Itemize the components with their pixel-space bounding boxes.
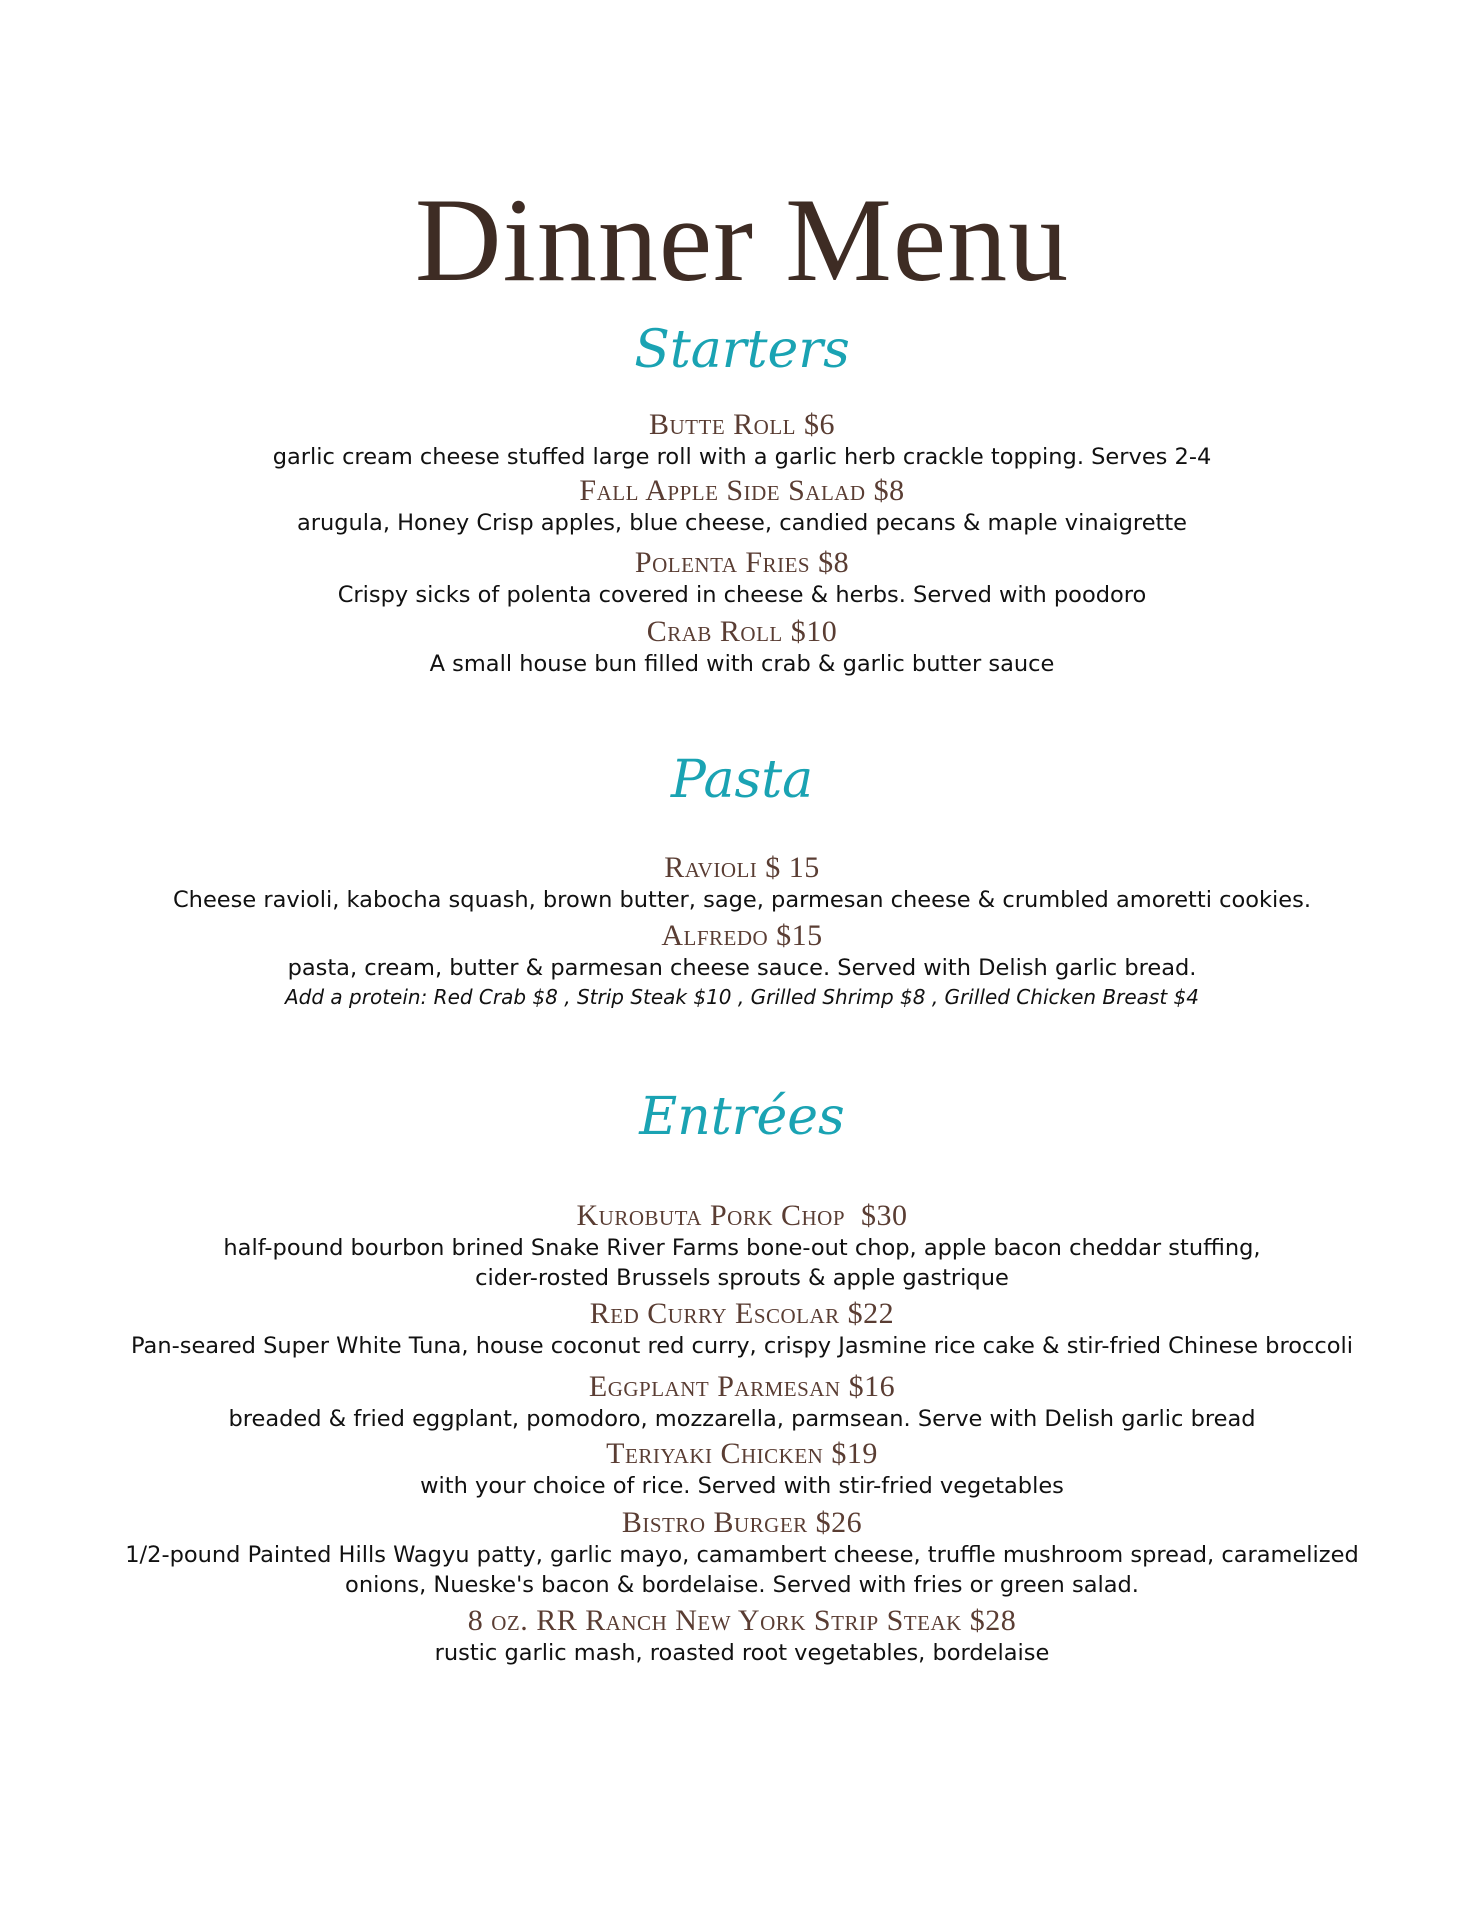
item-description: arugula, Honey Crisp apples, blue cheese, candied pecans & maple vinaigrette — [296, 510, 1188, 536]
item-description: rustic garlic mash, roasted root vegetables, bordelaise — [434, 1640, 1050, 1666]
menu-item-polenta-fries — [0, 546, 1484, 610]
menu-item-alfredo — [0, 919, 1484, 1011]
item-name: Fall Apple Side Salad $8 — [579, 474, 905, 507]
item-name: Alfredo $15 — [661, 919, 823, 952]
item-name: Kurobuta Pork Chop $30 — [576, 1199, 908, 1232]
section-heading-starters: Starters — [634, 320, 850, 380]
item-name: Ravioli $ 15 — [664, 851, 820, 884]
item-description: A small house bun filled with crab & garlic butter sauce — [429, 651, 1055, 677]
item-description-line: cider-rosted Brussels sprouts & apple gastrique — [475, 1265, 1009, 1291]
item-description-line: onions, Nueske's bacon & bordelaise. Served with fries or green salad. — [345, 1572, 1139, 1598]
item-description: Crispy sicks of polenta covered in cheese & herbs. Served with poodoro — [337, 582, 1147, 608]
section-heading-entrees: Entrées — [639, 1087, 845, 1147]
item-name: Teriyaki Chicken $19 — [606, 1437, 878, 1470]
item-name: Bistro Burger $26 — [621, 1506, 863, 1539]
page-title: Dinner Menu — [414, 173, 1070, 306]
item-description: pasta, cream, butter & parmesan cheese sauce. Served with Delish garlic bread. — [287, 955, 1197, 981]
item-name: Crab Roll $10 — [646, 615, 838, 648]
item-name: Red Curry Escolar $22 — [589, 1297, 895, 1330]
item-description: breaded & fried eggplant, pomodoro, mozzarella, parmsean. Serve with Delish garlic bread — [228, 1406, 1256, 1432]
section-heading-pasta: Pasta — [670, 750, 814, 810]
item-name: Butte Roll $6 — [649, 408, 835, 441]
item-name: 8 oz. RR Ranch New York Strip Steak $28 — [467, 1604, 1017, 1637]
item-description: Cheese ravioli, kabocha squash, brown butter, sage, parmesan cheese & crumbled amoretti cookies. — [172, 887, 1312, 913]
menu-item-fall-apple-side-salad — [0, 474, 1484, 538]
item-name: Polenta Fries $8 — [634, 546, 850, 579]
item-description-line: 1/2-pound Painted Hills Wagyu patty, garlic mayo, camambert cheese, truffle mushroom spread, caramelized — [125, 1542, 1359, 1568]
add-protein-note: Add a protein: Red Crab $8 , Strip Steak $10 , Grilled Shrimp $8 , Grilled Chicken Breast $4 — [285, 985, 1199, 1009]
menu-item-red-curry-escolar — [0, 1297, 1484, 1361]
menu-item-ny-strip-steak — [0, 1604, 1484, 1668]
menu-item-ravioli — [0, 851, 1484, 915]
menu-item-bistro-burger — [0, 1506, 1484, 1600]
item-name: Eggplant Parmesan $16 — [588, 1370, 896, 1403]
item-description: garlic cream cheese stuffed large roll with a garlic herb crackle topping. Serves 2-4 — [272, 444, 1212, 470]
menu-item-eggplant-parmesan — [0, 1370, 1484, 1434]
item-description: with your choice of rice. Served with stir-fried vegetables — [420, 1473, 1064, 1499]
menu-item-teriyaki-chicken — [0, 1437, 1484, 1501]
menu-item-crab-roll — [0, 615, 1484, 679]
item-description-line: half-pound bourbon brined Snake River Farms bone-out chop, apple bacon cheddar stuffing, — [223, 1235, 1261, 1261]
menu-item-kurobuta-pork-chop — [0, 1199, 1484, 1293]
item-description: Pan-seared Super White Tuna, house coconut red curry, crispy Jasmine rice cake & stir-fried Chinese broccoli — [131, 1333, 1353, 1359]
menu-item-butte-roll — [0, 408, 1484, 472]
